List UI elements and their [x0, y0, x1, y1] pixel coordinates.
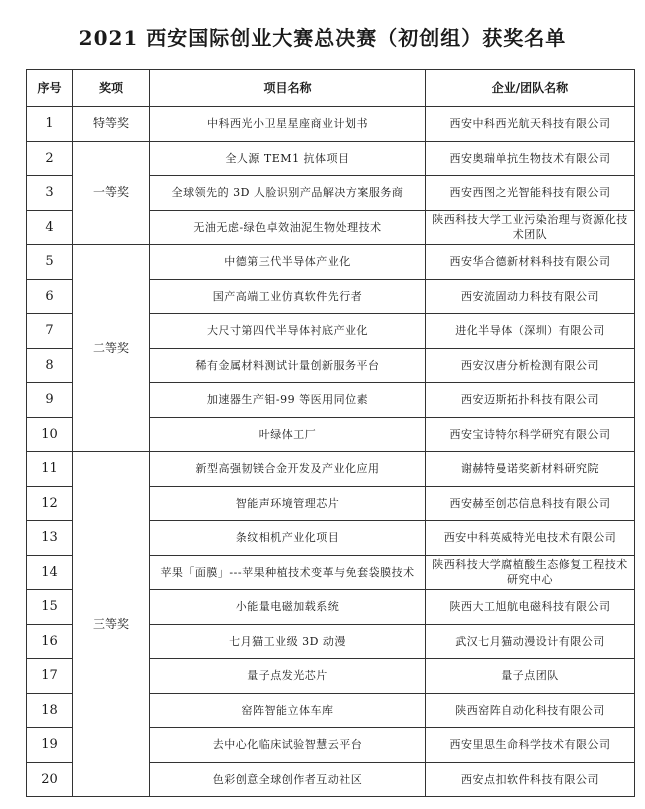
project-name: 无油无虑-绿色卓效油泥生物处理技术: [150, 210, 426, 245]
project-name: 叶绿体工厂: [150, 417, 426, 452]
company-name: 陕西大工旭航电磁科技有限公司: [426, 590, 635, 625]
row-number: 16: [27, 624, 73, 659]
row-number: 18: [27, 693, 73, 728]
project-name: 七月猫工业级 3D 动漫: [150, 624, 426, 659]
row-number: 8: [27, 348, 73, 383]
row-number: 3: [27, 176, 73, 211]
project-name: 国产高端工业仿真软件先行者: [150, 279, 426, 314]
header-project: 项目名称: [150, 70, 426, 107]
company-name: 陕西窑阵自动化科技有限公司: [426, 693, 635, 728]
row-number: 20: [27, 762, 73, 797]
project-name: 苹果「面膜」---苹果种植技术变革与免套袋膜技术: [150, 555, 426, 590]
company-name: 西安汉唐分析检测有限公司: [426, 348, 635, 383]
table-header-row: [27, 70, 635, 107]
award-level: 二等奖: [73, 245, 150, 452]
award-level: 三等奖: [73, 452, 150, 797]
row-number: 11: [27, 452, 73, 487]
award-table: [26, 69, 635, 797]
project-name: 全球领先的 3D 人脸识别产品解决方案服务商: [150, 176, 426, 211]
company-name: 陕西科技大学工业污染治理与资源化技术团队: [426, 210, 635, 245]
project-name: 全人源 TEM1 抗体项目: [150, 141, 426, 176]
company-name: 西安华合德新材料科技有限公司: [426, 245, 635, 280]
company-name: 西安流固动力科技有限公司: [426, 279, 635, 314]
row-number: 4: [27, 210, 73, 245]
project-name: 加速器生产钼-99 等医用同位素: [150, 383, 426, 418]
company-name: 西安迈斯拓扑科技有限公司: [426, 383, 635, 418]
project-name: 窑阵智能立体车库: [150, 693, 426, 728]
row-number: 14: [27, 555, 73, 590]
company-name: 西安中科西光航天科技有限公司: [426, 107, 635, 142]
table-row: [27, 245, 635, 280]
project-name: 大尺寸第四代半导体衬底产业化: [150, 314, 426, 349]
company-name: 西安奥瑞单抗生物技术有限公司: [426, 141, 635, 176]
table-body: [27, 107, 635, 797]
row-number: 15: [27, 590, 73, 625]
row-number: 5: [27, 245, 73, 280]
project-name: 小能量电磁加载系统: [150, 590, 426, 625]
company-name: 谢赫特曼诺奖新材料研究院: [426, 452, 635, 487]
project-name: 条纹相机产业化项目: [150, 521, 426, 556]
project-name: 中德第三代半导体产业化: [150, 245, 426, 280]
company-name: 西安里思生命科学技术有限公司: [426, 728, 635, 763]
project-name: 智能声环境管理芯片: [150, 486, 426, 521]
header-award: 奖项: [73, 70, 150, 107]
company-name: 西安赫至创芯信息科技有限公司: [426, 486, 635, 521]
company-name: 进化半导体（深圳）有限公司: [426, 314, 635, 349]
header-company: 企业/团队名称: [426, 70, 635, 107]
row-number: 13: [27, 521, 73, 556]
company-name: 西安中科英威特光电技术有限公司: [426, 521, 635, 556]
company-name: 量子点团队: [426, 659, 635, 694]
row-number: 10: [27, 417, 73, 452]
company-name: 西安西图之光智能科技有限公司: [426, 176, 635, 211]
header-number: 序号: [27, 70, 73, 107]
row-number: 17: [27, 659, 73, 694]
award-level: 特等奖: [73, 107, 150, 142]
page-title: 2021 西安国际创业大赛总决赛（初创组）获奖名单: [78, 26, 567, 50]
row-number: 1: [27, 107, 73, 142]
row-number: 7: [27, 314, 73, 349]
company-name: 西安点扣软件科技有限公司: [426, 762, 635, 797]
project-name: 色彩创意全球创作者互动社区: [150, 762, 426, 797]
project-name: 量子点发光芯片: [150, 659, 426, 694]
company-name: 西安宝诗特尔科学研究有限公司: [426, 417, 635, 452]
project-name: 去中心化临床试验智慧云平台: [150, 728, 426, 763]
table-row: [27, 107, 635, 142]
company-name: 武汉七月猫动漫设计有限公司: [426, 624, 635, 659]
row-number: 9: [27, 383, 73, 418]
row-number: 6: [27, 279, 73, 314]
company-name: 陕西科技大学腐植酸生态修复工程技术研究中心: [426, 555, 635, 590]
award-level: 一等奖: [73, 141, 150, 245]
row-number: 2: [27, 141, 73, 176]
row-number: 12: [27, 486, 73, 521]
table-row: [27, 141, 635, 176]
project-name: 稀有金属材料测试计量创新服务平台: [150, 348, 426, 383]
row-number: 19: [27, 728, 73, 763]
project-name: 新型高强韧镁合金开发及产业化应用: [150, 452, 426, 487]
project-name: 中科西光小卫星星座商业计划书: [150, 107, 426, 142]
table-row: [27, 452, 635, 487]
